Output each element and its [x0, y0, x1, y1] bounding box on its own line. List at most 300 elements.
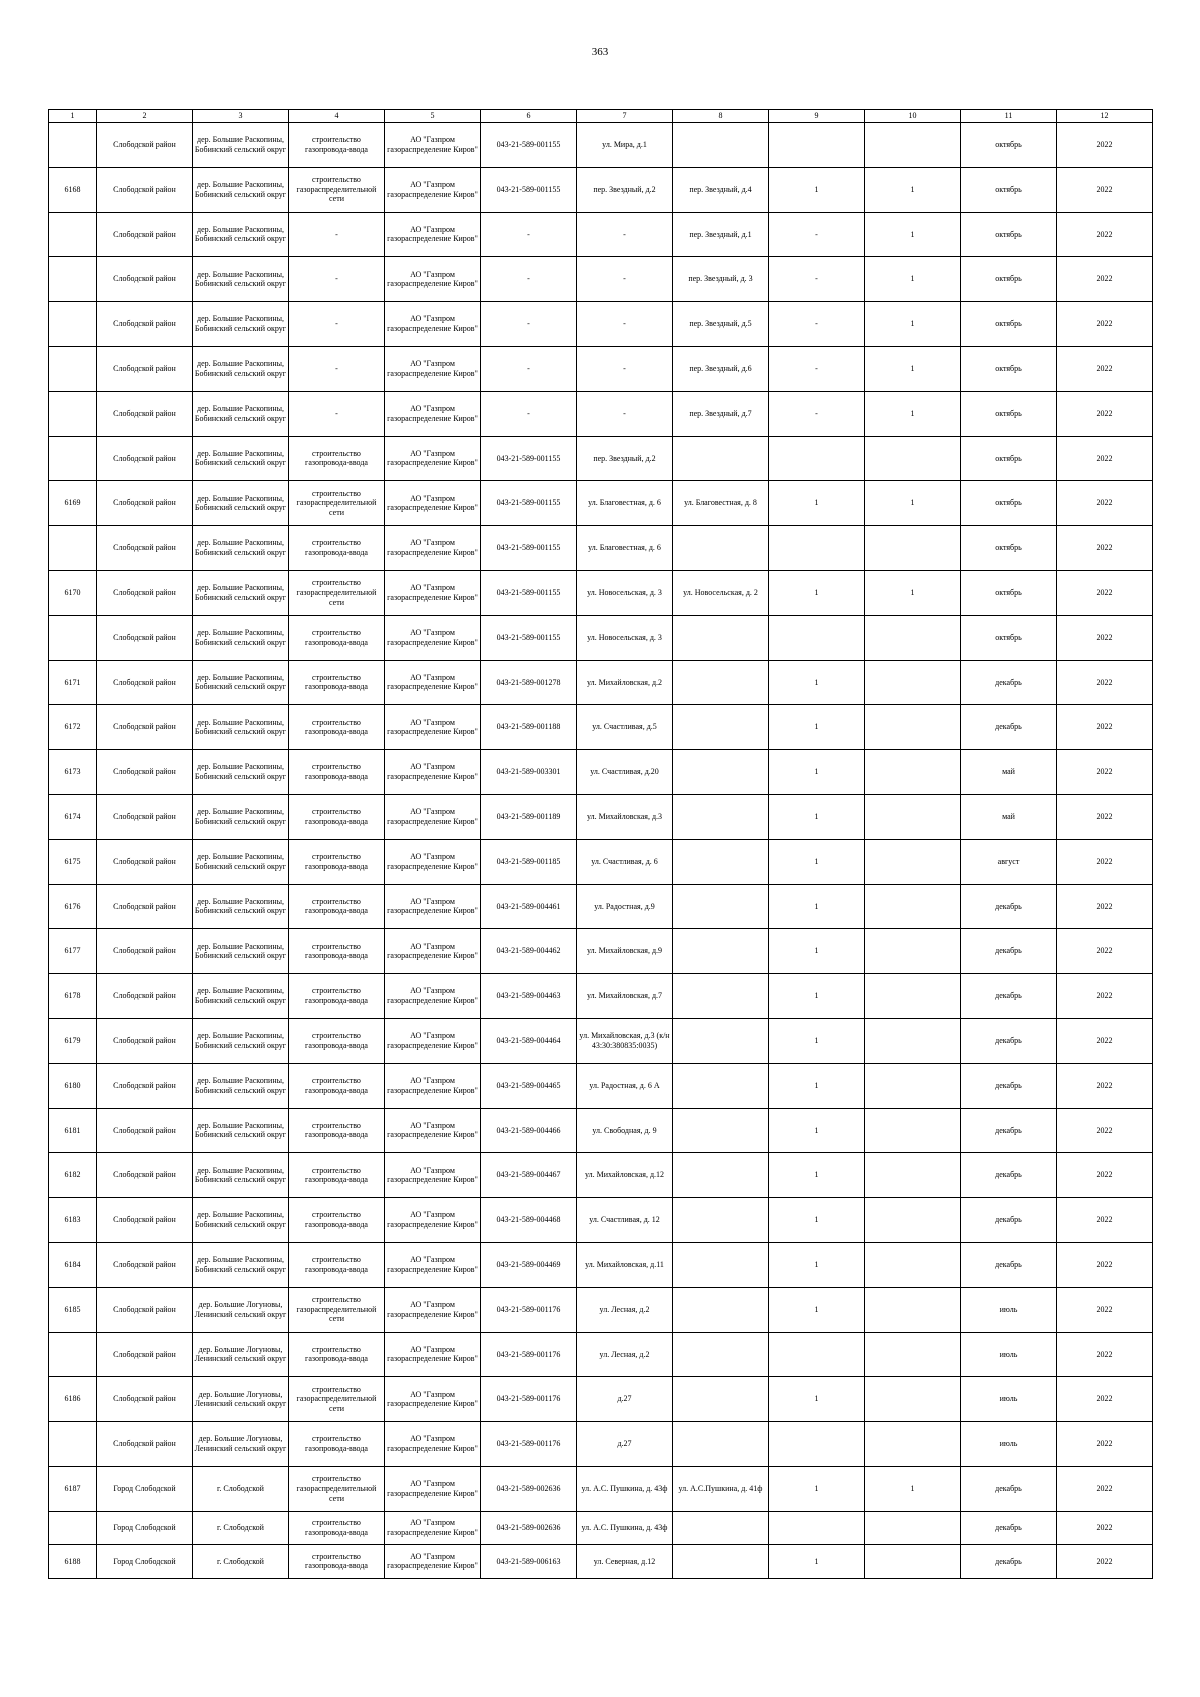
table-cell: [49, 346, 97, 391]
table-cell: строительство газопровода-ввода: [289, 1422, 385, 1467]
table-cell: декабрь: [961, 884, 1057, 929]
table-cell: [673, 526, 769, 571]
table-cell: ул. Счастливая, д.20: [577, 750, 673, 795]
table-cell: дер. Большие Раскопины, Бобинский сельский округ: [193, 705, 289, 750]
table-cell: Слободской район: [97, 750, 193, 795]
table-cell: 043-21-589-004461: [481, 884, 577, 929]
table-cell: дер. Большие Логуновы, Ленинский сельский округ: [193, 1332, 289, 1377]
table-cell: строительство газопровода-ввода: [289, 884, 385, 929]
table-cell: строительство газопровода-ввода: [289, 750, 385, 795]
table-cell: Слободской район: [97, 391, 193, 436]
table-cell: -: [289, 346, 385, 391]
table-cell: 6171: [49, 660, 97, 705]
table-cell: АО "Газпром газораспределение Киров": [385, 1242, 481, 1287]
table-cell: дер. Большие Раскопины, Бобинский сельский округ: [193, 884, 289, 929]
table-cell: 2022: [1057, 1063, 1153, 1108]
table-cell: г. Слободской: [193, 1511, 289, 1545]
table-cell: [673, 1422, 769, 1467]
table-cell: [673, 615, 769, 660]
table-cell: строительство газопровода-ввода: [289, 705, 385, 750]
table-cell: декабрь: [961, 1466, 1057, 1511]
table-cell: 2022: [1057, 1018, 1153, 1063]
table-cell: АО "Газпром газораспределение Киров": [385, 257, 481, 302]
table-cell: 2022: [1057, 257, 1153, 302]
table-cell: дер. Большие Раскопины, Бобинский сельский округ: [193, 570, 289, 615]
table-cell: дер. Большие Раскопины, Бобинский сельский округ: [193, 1242, 289, 1287]
table-cell: [49, 615, 97, 660]
table-cell: АО "Газпром газораспределение Киров": [385, 974, 481, 1019]
table-cell: АО "Газпром газораспределение Киров": [385, 884, 481, 929]
table-cell: октябрь: [961, 481, 1057, 526]
table-cell: ул. Северная, д.12: [577, 1545, 673, 1579]
table-cell: дер. Большие Раскопины, Бобинский сельский округ: [193, 257, 289, 302]
table-cell: [865, 615, 961, 660]
table-cell: дер. Большие Раскопины, Бобинский сельский округ: [193, 794, 289, 839]
table-cell: Слободской район: [97, 123, 193, 168]
table-cell: г. Слободской: [193, 1545, 289, 1579]
table-cell: строительство газопровода-ввода: [289, 615, 385, 660]
table-cell: АО "Газпром газораспределение Киров": [385, 615, 481, 660]
table-cell: строительство газораспределительной сети: [289, 481, 385, 526]
table-row: [49, 302, 1153, 347]
table-cell: АО "Газпром газораспределение Киров": [385, 1287, 481, 1332]
table-cell: -: [769, 212, 865, 257]
table-cell: 6185: [49, 1287, 97, 1332]
table-cell: [673, 794, 769, 839]
table-cell: [673, 705, 769, 750]
table-cell: АО "Газпром газораспределение Киров": [385, 1108, 481, 1153]
table-cell: пер. Звездный, д. 3: [673, 257, 769, 302]
table-cell: АО "Газпром газораспределение Киров": [385, 1377, 481, 1422]
table-cell: [865, 660, 961, 705]
table-cell: пер. Звездный, д.1: [673, 212, 769, 257]
table-row: [49, 1153, 1153, 1198]
table-cell: [865, 929, 961, 974]
table-row: [49, 750, 1153, 795]
table-cell: 6178: [49, 974, 97, 1019]
table-row: [49, 391, 1153, 436]
table-cell: ул. Благовестная, д. 8: [673, 481, 769, 526]
table-cell: декабрь: [961, 1108, 1057, 1153]
table-cell: ул. Счастливая, д.5: [577, 705, 673, 750]
table-cell: 6169: [49, 481, 97, 526]
table-cell: Слободской район: [97, 257, 193, 302]
table-row: [49, 615, 1153, 660]
table-header: [49, 110, 1153, 123]
table-cell: 6184: [49, 1242, 97, 1287]
table-cell: 1: [769, 839, 865, 884]
table-cell: 043-21-589-001155: [481, 526, 577, 571]
column-header: 9: [769, 110, 865, 123]
table-cell: Слободской район: [97, 1377, 193, 1422]
table-cell: 1: [769, 1242, 865, 1287]
table-cell: [49, 1511, 97, 1545]
table-cell: -: [577, 391, 673, 436]
table-cell: [865, 1242, 961, 1287]
table-cell: 2022: [1057, 929, 1153, 974]
table-cell: ул. Благовестная, д. 6: [577, 526, 673, 571]
table-cell: 2022: [1057, 212, 1153, 257]
column-header: 8: [673, 110, 769, 123]
table-cell: пер. Звездный, д.2: [577, 167, 673, 212]
table-cell: 2022: [1057, 570, 1153, 615]
table-cell: [49, 436, 97, 481]
table-cell: [865, 1018, 961, 1063]
table-cell: 2022: [1057, 1466, 1153, 1511]
table-cell: [865, 123, 961, 168]
table-cell: 1: [769, 570, 865, 615]
table-cell: [769, 1422, 865, 1467]
table-cell: 1: [769, 1153, 865, 1198]
table-cell: октябрь: [961, 526, 1057, 571]
table-cell: 2022: [1057, 167, 1153, 212]
table-cell: [673, 1018, 769, 1063]
column-header: 11: [961, 110, 1057, 123]
table-cell: 043-21-589-004465: [481, 1063, 577, 1108]
table-cell: Слободской район: [97, 974, 193, 1019]
table-cell: 043-21-589-001155: [481, 123, 577, 168]
table-cell: ул. А.С. Пушкина, д. 43ф: [577, 1511, 673, 1545]
table-cell: 1: [865, 570, 961, 615]
table-cell: 1: [769, 481, 865, 526]
table-cell: [673, 1198, 769, 1243]
table-cell: ул. Счастливая, д. 6: [577, 839, 673, 884]
table-row: [49, 1466, 1153, 1511]
table-cell: АО "Газпром газораспределение Киров": [385, 391, 481, 436]
table-cell: Слободской район: [97, 570, 193, 615]
table-cell: [769, 436, 865, 481]
table-cell: строительство газопровода-ввода: [289, 1153, 385, 1198]
table-cell: -: [289, 302, 385, 347]
table-row: [49, 526, 1153, 571]
table-cell: 6173: [49, 750, 97, 795]
table-cell: строительство газораспределительной сети: [289, 1466, 385, 1511]
table-cell: 2022: [1057, 436, 1153, 481]
table-cell: [673, 1377, 769, 1422]
table-cell: ул. Михайловская, д.2: [577, 660, 673, 705]
table-cell: строительство газопровода-ввода: [289, 1332, 385, 1377]
table-cell: АО "Газпром газораспределение Киров": [385, 481, 481, 526]
table-cell: октябрь: [961, 257, 1057, 302]
table-cell: 043-21-589-001155: [481, 167, 577, 212]
table-cell: ул. Счастливая, д. 12: [577, 1198, 673, 1243]
table-cell: Слободской район: [97, 1287, 193, 1332]
table-cell: -: [289, 212, 385, 257]
table-cell: г. Слободской: [193, 1466, 289, 1511]
table-cell: Слободской район: [97, 660, 193, 705]
table-cell: май: [961, 794, 1057, 839]
table-cell: дер. Большие Раскопины, Бобинский сельский округ: [193, 391, 289, 436]
table-cell: 2022: [1057, 346, 1153, 391]
table-cell: строительство газопровода-ввода: [289, 660, 385, 705]
table-cell: ул. А.С. Пушкина, д. 43ф: [577, 1466, 673, 1511]
table-cell: [865, 1287, 961, 1332]
table-cell: Слободской район: [97, 884, 193, 929]
table-cell: [49, 1332, 97, 1377]
table-body: [49, 123, 1153, 1579]
table-cell: 2022: [1057, 660, 1153, 705]
table-cell: 043-21-589-001278: [481, 660, 577, 705]
table-cell: 043-21-589-001176: [481, 1377, 577, 1422]
table-cell: [673, 839, 769, 884]
table-cell: 1: [769, 1198, 865, 1243]
table-cell: АО "Газпром газораспределение Киров": [385, 302, 481, 347]
table-cell: 2022: [1057, 974, 1153, 1019]
table-cell: АО "Газпром газораспределение Киров": [385, 526, 481, 571]
table-cell: ул. Радостная, д.9: [577, 884, 673, 929]
table-cell: дер. Большие Раскопины, Бобинский сельский округ: [193, 526, 289, 571]
table-cell: -: [577, 257, 673, 302]
table-cell: Слободской район: [97, 167, 193, 212]
table-cell: 6174: [49, 794, 97, 839]
table-cell: 2022: [1057, 481, 1153, 526]
table-cell: [49, 123, 97, 168]
table-cell: 043-21-589-001188: [481, 705, 577, 750]
table-cell: 043-21-589-001185: [481, 839, 577, 884]
table-row: [49, 257, 1153, 302]
table-cell: дер. Большие Логуновы, Ленинский сельский округ: [193, 1287, 289, 1332]
table-cell: Слободской район: [97, 436, 193, 481]
table-cell: Слободской район: [97, 526, 193, 571]
table-cell: [673, 929, 769, 974]
table-cell: Слободской район: [97, 794, 193, 839]
table-cell: пер. Звездный, д.4: [673, 167, 769, 212]
table-row: [49, 570, 1153, 615]
table-row: [49, 1332, 1153, 1377]
table-cell: 043-21-589-002636: [481, 1511, 577, 1545]
table-cell: [49, 526, 97, 571]
table-cell: 043-21-589-001176: [481, 1287, 577, 1332]
table-cell: 1: [865, 1466, 961, 1511]
table-cell: [769, 615, 865, 660]
table-cell: ул. Михайловская, д.3: [577, 794, 673, 839]
table-cell: строительство газопровода-ввода: [289, 974, 385, 1019]
table-cell: [865, 1422, 961, 1467]
table-cell: пер. Звездный, д.2: [577, 436, 673, 481]
table-cell: дер. Большие Раскопины, Бобинский сельский округ: [193, 839, 289, 884]
table-cell: дер. Большие Раскопины, Бобинский сельский округ: [193, 974, 289, 1019]
table-cell: Слободской район: [97, 1063, 193, 1108]
table-cell: 043-21-589-003301: [481, 750, 577, 795]
table-cell: [49, 302, 97, 347]
table-cell: 6175: [49, 839, 97, 884]
table-cell: строительство газопровода-ввода: [289, 123, 385, 168]
table-cell: дер. Большие Раскопины, Бобинский сельский округ: [193, 615, 289, 660]
table-cell: октябрь: [961, 212, 1057, 257]
table-cell: [865, 705, 961, 750]
table-cell: ул. А.С.Пушкина, д. 41ф: [673, 1466, 769, 1511]
table-cell: АО "Газпром газораспределение Киров": [385, 1422, 481, 1467]
table-row: [49, 123, 1153, 168]
table-cell: АО "Газпром газораспределение Киров": [385, 212, 481, 257]
table-cell: Слободской район: [97, 1153, 193, 1198]
table-cell: 1: [769, 1377, 865, 1422]
table-cell: декабрь: [961, 1198, 1057, 1243]
table-cell: 043-21-589-004468: [481, 1198, 577, 1243]
table-cell: [673, 1287, 769, 1332]
table-row: [49, 1287, 1153, 1332]
table-row: [49, 212, 1153, 257]
table-cell: Слободской район: [97, 1018, 193, 1063]
table-cell: АО "Газпром газораспределение Киров": [385, 1018, 481, 1063]
table-cell: строительство газораспределительной сети: [289, 1377, 385, 1422]
table-cell: строительство газопровода-ввода: [289, 794, 385, 839]
data-table: [48, 109, 1153, 1579]
table-cell: АО "Газпром газораспределение Киров": [385, 750, 481, 795]
table-cell: ул. Новосельская, д. 3: [577, 615, 673, 660]
table-cell: 1: [769, 929, 865, 974]
table-cell: 6177: [49, 929, 97, 974]
table-cell: [865, 1332, 961, 1377]
table-cell: 6186: [49, 1377, 97, 1422]
table-cell: декабрь: [961, 1063, 1057, 1108]
table-cell: АО "Газпром газораспределение Киров": [385, 1332, 481, 1377]
table-cell: 1: [769, 705, 865, 750]
table-cell: 6170: [49, 570, 97, 615]
table-cell: 1: [865, 167, 961, 212]
table-cell: 043-21-589-001155: [481, 481, 577, 526]
table-cell: ул. Новосельская, д. 2: [673, 570, 769, 615]
table-cell: строительство газопровода-ввода: [289, 1545, 385, 1579]
table-cell: июль: [961, 1332, 1057, 1377]
table-cell: 043-21-589-001155: [481, 570, 577, 615]
table-cell: [673, 974, 769, 1019]
column-header: 2: [97, 110, 193, 123]
table-cell: август: [961, 839, 1057, 884]
table-cell: Слободской район: [97, 1198, 193, 1243]
table-cell: дер. Большие Логуновы, Ленинский сельский округ: [193, 1422, 289, 1467]
table-cell: [49, 257, 97, 302]
table-cell: [49, 391, 97, 436]
table-cell: [865, 436, 961, 481]
table-cell: [49, 212, 97, 257]
header-row: [49, 110, 1153, 123]
table-cell: 6180: [49, 1063, 97, 1108]
table-cell: АО "Газпром газораспределение Киров": [385, 839, 481, 884]
table-cell: 1: [769, 884, 865, 929]
table-cell: 043-21-589-001155: [481, 615, 577, 660]
table-cell: АО "Газпром газораспределение Киров": [385, 1466, 481, 1511]
table-cell: [769, 123, 865, 168]
table-cell: АО "Газпром газораспределение Киров": [385, 346, 481, 391]
table-cell: Слободской район: [97, 1422, 193, 1467]
table-cell: декабрь: [961, 1545, 1057, 1579]
table-cell: 2022: [1057, 1545, 1153, 1579]
table-cell: Слободской район: [97, 705, 193, 750]
table-cell: дер. Большие Раскопины, Бобинский сельский округ: [193, 750, 289, 795]
table-cell: Город Слободской: [97, 1511, 193, 1545]
table-cell: [673, 436, 769, 481]
table-cell: 043-21-589-002636: [481, 1466, 577, 1511]
table-cell: октябрь: [961, 615, 1057, 660]
table-cell: 1: [769, 974, 865, 1019]
table-row: [49, 884, 1153, 929]
table-cell: [865, 1198, 961, 1243]
table-cell: АО "Газпром газораспределение Киров": [385, 1198, 481, 1243]
table-cell: строительство газопровода-ввода: [289, 1063, 385, 1108]
table-row: [49, 1108, 1153, 1153]
table-row: [49, 1422, 1153, 1467]
table-cell: строительство газопровода-ввода: [289, 1242, 385, 1287]
table-cell: 1: [769, 750, 865, 795]
table-row: [49, 1198, 1153, 1243]
table-cell: 043-21-589-004462: [481, 929, 577, 974]
table-cell: 2022: [1057, 794, 1153, 839]
table-cell: 1: [865, 391, 961, 436]
table-cell: АО "Газпром газораспределение Киров": [385, 794, 481, 839]
table-cell: д.27: [577, 1377, 673, 1422]
table-row: [49, 705, 1153, 750]
table-cell: 6172: [49, 705, 97, 750]
table-cell: [865, 526, 961, 571]
table-cell: 2022: [1057, 1511, 1153, 1545]
table-cell: [865, 1545, 961, 1579]
table-cell: Слободской район: [97, 1242, 193, 1287]
table-cell: 1: [769, 1018, 865, 1063]
table-cell: Слободской район: [97, 839, 193, 884]
table-cell: АО "Газпром газораспределение Киров": [385, 436, 481, 481]
column-header: 3: [193, 110, 289, 123]
table-cell: -: [481, 212, 577, 257]
table-cell: пер. Звездный, д.7: [673, 391, 769, 436]
table-cell: декабрь: [961, 660, 1057, 705]
table-cell: пер. Звездный, д.5: [673, 302, 769, 347]
table-cell: октябрь: [961, 123, 1057, 168]
table-cell: 2022: [1057, 1422, 1153, 1467]
table-cell: -: [577, 302, 673, 347]
table-cell: октябрь: [961, 302, 1057, 347]
table-cell: ул. Михайловская, д.7: [577, 974, 673, 1019]
table-cell: 1: [769, 1063, 865, 1108]
table-cell: [865, 794, 961, 839]
table-cell: строительство газопровода-ввода: [289, 1018, 385, 1063]
table-cell: дер. Большие Раскопины, Бобинский сельский округ: [193, 167, 289, 212]
table-cell: декабрь: [961, 1511, 1057, 1545]
table-cell: дер. Большие Раскопины, Бобинский сельский округ: [193, 346, 289, 391]
table-cell: [673, 1332, 769, 1377]
table-row: [49, 1511, 1153, 1545]
table-cell: ул. Радостная, д. 6 А: [577, 1063, 673, 1108]
table-row: [49, 1377, 1153, 1422]
table-cell: [673, 1242, 769, 1287]
table-cell: 6183: [49, 1198, 97, 1243]
table-row: [49, 1063, 1153, 1108]
table-cell: [769, 1332, 865, 1377]
table-cell: 1: [769, 1466, 865, 1511]
table-cell: ул. Свободная, д. 9: [577, 1108, 673, 1153]
table-cell: 6181: [49, 1108, 97, 1153]
table-cell: [673, 1511, 769, 1545]
table-cell: 1: [865, 212, 961, 257]
column-header: 6: [481, 110, 577, 123]
table-cell: июль: [961, 1422, 1057, 1467]
table-cell: май: [961, 750, 1057, 795]
table-cell: [769, 1511, 865, 1545]
table-cell: 043-21-589-004469: [481, 1242, 577, 1287]
table-cell: дер. Большие Раскопины, Бобинский сельский округ: [193, 1063, 289, 1108]
table-cell: ул. Новосельская, д. 3: [577, 570, 673, 615]
table-cell: 2022: [1057, 526, 1153, 571]
table-cell: Слободской район: [97, 481, 193, 526]
table-cell: 1: [769, 1108, 865, 1153]
table-cell: дер. Большие Раскопины, Бобинский сельский округ: [193, 481, 289, 526]
table-row: [49, 1018, 1153, 1063]
table-cell: АО "Газпром газораспределение Киров": [385, 167, 481, 212]
table-cell: октябрь: [961, 570, 1057, 615]
table-cell: декабрь: [961, 1242, 1057, 1287]
table-cell: АО "Газпром газораспределение Киров": [385, 660, 481, 705]
table-cell: АО "Газпром газораспределение Киров": [385, 929, 481, 974]
